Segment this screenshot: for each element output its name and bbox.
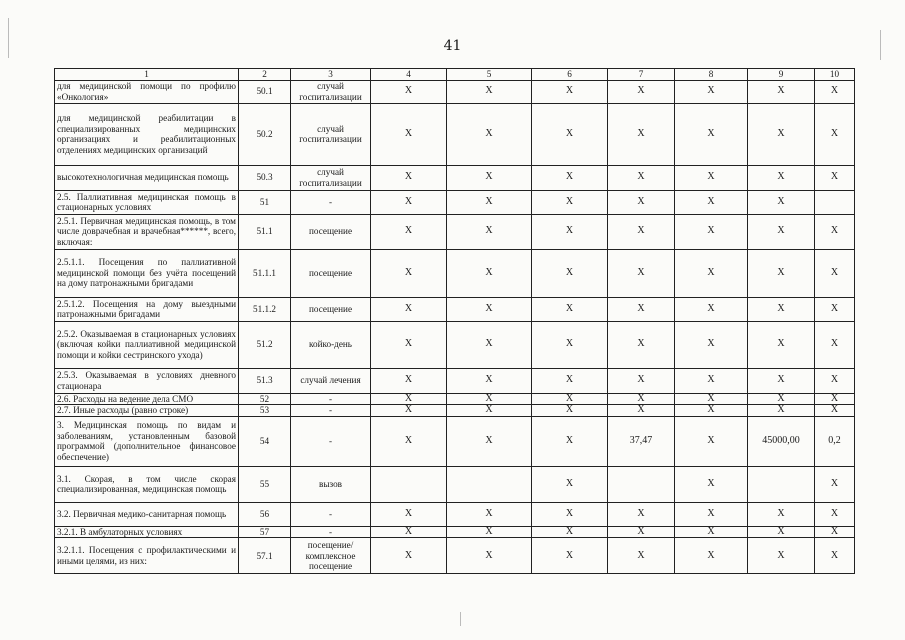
value-cell: X [675,297,748,321]
value-cell: X [748,80,815,103]
value-cell: X [447,526,532,538]
value-cell: X [532,190,608,214]
page-number: 41 [443,38,462,54]
value-cell: X [532,321,608,368]
row-label: 2.5. Паллиативная медицинская помощь в стационарных условиях [55,190,239,214]
unit-cell: посещение [291,249,371,297]
column-header: 7 [608,69,675,81]
unit-cell: случай госпитализации [291,103,371,165]
value-cell: X [447,103,532,165]
value-cell: X [815,249,855,297]
value-cell: X [815,466,855,502]
value-cell: X [815,405,855,417]
value-cell: X [748,165,815,190]
value-cell: X [815,321,855,368]
column-header: 4 [371,69,447,81]
row-label: 3.2.1. В амбулаторных условиях [55,526,239,538]
unit-cell: посещение [291,297,371,321]
value-cell: X [815,393,855,405]
value-cell: X [371,103,447,165]
value-cell: X [748,538,815,574]
row-code: 51.1.1 [239,249,291,297]
value-cell: X [608,214,675,249]
table-row [55,80,855,103]
unit-cell: - [291,416,371,466]
value-cell: X [532,80,608,103]
value-cell: X [608,165,675,190]
column-header: 2 [239,69,291,81]
row-code: 55 [239,466,291,502]
table-body [55,80,855,574]
value-cell: X [748,405,815,417]
unit-cell: - [291,526,371,538]
value-cell: X [532,103,608,165]
column-header: 10 [815,69,855,81]
row-label: 2.5.1.2. Посещения на дому выездными патронажными бригадами [55,297,239,321]
value-cell: X [815,80,855,103]
value-cell: X [675,368,748,393]
header-row [55,69,855,81]
value-cell: X [608,393,675,405]
value-cell: X [675,190,748,214]
row-label: для медицинской реабилитации в специализированных медицинских организациях и реабилитационных отделениях медицинских организаций [55,103,239,165]
scan-artifact-right [880,30,881,60]
value-cell: X [815,368,855,393]
value-cell: X [815,165,855,190]
value-cell: X [447,321,532,368]
value-cell: X [608,190,675,214]
table-row [55,297,855,321]
unit-cell: койко-день [291,321,371,368]
row-code: 52 [239,393,291,405]
value-cell: X [675,103,748,165]
table-row [55,165,855,190]
value-cell: X [748,249,815,297]
value-cell: X [532,502,608,526]
value-cell: X [815,297,855,321]
value-cell [371,466,447,502]
row-code: 51.3 [239,368,291,393]
value-cell: X [608,249,675,297]
value-cell: X [532,526,608,538]
row-label: 3.1. Скорая, в том числе скорая специализированная, медицинская помощь [55,466,239,502]
value-cell: X [371,526,447,538]
value-cell: X [447,165,532,190]
row-label: 2.5.1. Первичная медицинская помощь, в том числе доврачебная и врачебная******, всего, включая: [55,214,239,249]
table-row [55,502,855,526]
value-cell [815,190,855,214]
value-cell: X [675,165,748,190]
value-cell: X [532,538,608,574]
row-code: 56 [239,502,291,526]
value-cell: X [675,405,748,417]
value-cell: X [608,80,675,103]
row-code: 57 [239,526,291,538]
value-cell [748,466,815,502]
unit-cell: - [291,405,371,417]
value-cell: X [815,214,855,249]
value-cell: X [608,297,675,321]
value-cell: X [371,502,447,526]
value-cell: X [447,368,532,393]
table-row [55,249,855,297]
table-row [55,416,855,466]
row-label: 2.5.1.1. Посещения по паллиативной медицинской помощи без учёта посещений на дому патронажными бригадами [55,249,239,297]
column-header: 9 [748,69,815,81]
row-code: 53 [239,405,291,417]
value-cell: X [608,321,675,368]
value-cell: X [447,416,532,466]
row-label: 2.5.3. Оказываемая в условиях дневного стационара [55,368,239,393]
value-cell: X [532,214,608,249]
value-cell: X [371,321,447,368]
value-cell: 0,2 [815,416,855,466]
row-code: 51.1 [239,214,291,249]
value-cell: X [608,368,675,393]
unit-cell: посещение/ комплексное посещение [291,538,371,574]
value-cell: X [675,416,748,466]
value-cell: X [371,538,447,574]
row-code: 50.2 [239,103,291,165]
value-cell: X [371,416,447,466]
value-cell: X [447,538,532,574]
value-cell: X [748,297,815,321]
row-label: для медицинской помощи по профилю «Онкология» [55,80,239,103]
value-cell: X [371,80,447,103]
value-cell: X [608,103,675,165]
value-cell [447,466,532,502]
column-header: 6 [532,69,608,81]
value-cell: X [675,538,748,574]
row-label: высокотехнологичная медицинская помощь [55,165,239,190]
value-cell: X [371,214,447,249]
value-cell: X [748,190,815,214]
value-cell: X [532,249,608,297]
table-row [55,190,855,214]
value-cell: X [675,321,748,368]
value-cell: X [532,466,608,502]
value-cell: X [748,321,815,368]
row-code: 51 [239,190,291,214]
value-cell: X [748,103,815,165]
column-header: 8 [675,69,748,81]
row-label: 3.2.1.1. Посещения с профилактическими и иными целями, из них: [55,538,239,574]
value-cell: X [447,502,532,526]
value-cell: X [608,538,675,574]
row-code: 50.1 [239,80,291,103]
unit-cell: случай лечения [291,368,371,393]
value-cell: X [447,80,532,103]
value-cell: X [748,214,815,249]
value-cell: X [675,80,748,103]
table-row [55,321,855,368]
value-cell: X [447,405,532,417]
table-row [55,393,855,405]
value-cell: X [675,214,748,249]
value-cell: X [675,526,748,538]
table-row [55,466,855,502]
column-header: 3 [291,69,371,81]
row-code: 50.3 [239,165,291,190]
value-cell: X [815,538,855,574]
unit-cell: - [291,393,371,405]
table-row [55,103,855,165]
value-cell: 37,47 [608,416,675,466]
unit-cell: случай госпитализации [291,165,371,190]
value-cell: X [447,393,532,405]
table-row [55,526,855,538]
value-cell [608,466,675,502]
unit-cell: посещение [291,214,371,249]
value-cell: 45000,00 [748,416,815,466]
data-table [54,68,855,574]
column-header: 5 [447,69,532,81]
value-cell: X [815,526,855,538]
table-row [55,368,855,393]
value-cell: X [608,405,675,417]
value-cell: X [371,393,447,405]
row-label: 3. Медицинская помощь по видам и заболеваниям, установленным базовой программой (дополнительное финансовое обеспечение) [55,416,239,466]
value-cell: X [748,368,815,393]
value-cell: X [532,297,608,321]
value-cell: X [675,466,748,502]
value-cell: X [371,368,447,393]
unit-cell: - [291,502,371,526]
table-row [55,214,855,249]
value-cell: X [815,103,855,165]
table-row [55,538,855,574]
table-row [55,405,855,417]
unit-cell: вызов [291,466,371,502]
row-code: 51.2 [239,321,291,368]
value-cell: X [532,405,608,417]
value-cell: X [532,368,608,393]
value-cell: X [532,393,608,405]
row-label: 2.5.2. Оказываемая в стационарных условиях (включая койки паллиативной медицинской помощи и койки сестринского ухода) [55,321,239,368]
row-code: 51.1.2 [239,297,291,321]
row-label: 3.2. Первичная медико-санитарная помощь [55,502,239,526]
value-cell: X [675,249,748,297]
row-label: 2.6. Расходы на ведение дела СМО [55,393,239,405]
unit-cell: - [291,190,371,214]
value-cell: X [532,165,608,190]
value-cell: X [371,249,447,297]
value-cell: X [748,393,815,405]
value-cell: X [447,190,532,214]
value-cell: X [371,165,447,190]
value-cell: X [532,416,608,466]
unit-cell: случай госпитализации [291,80,371,103]
value-cell: X [675,393,748,405]
scan-artifact-bottom [460,612,461,626]
value-cell: X [675,502,748,526]
value-cell: X [371,190,447,214]
row-code: 57.1 [239,538,291,574]
row-code: 54 [239,416,291,466]
value-cell: X [371,297,447,321]
row-label: 2.7. Иные расходы (равно строке) [55,405,239,417]
value-cell: X [371,405,447,417]
value-cell: X [815,502,855,526]
value-cell: X [447,297,532,321]
column-header: 1 [55,69,239,81]
value-cell: X [447,214,532,249]
value-cell: X [608,502,675,526]
value-cell: X [748,526,815,538]
scan-artifact-left [8,18,9,58]
value-cell: X [608,526,675,538]
value-cell: X [447,249,532,297]
value-cell: X [748,502,815,526]
